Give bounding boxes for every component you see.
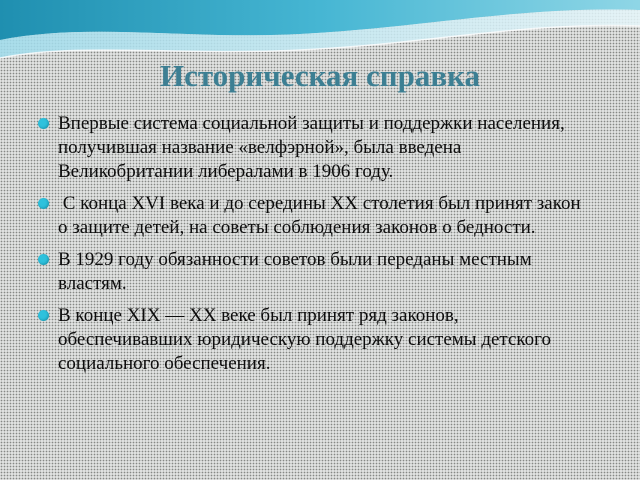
bullet-text: В конце XIX — XX веке был принят ряд законов, обеспечивавших юридическую поддержку системы детского социального обеспечения. xyxy=(58,305,551,374)
bullet-item xyxy=(34,304,590,376)
bullet-text: Впервые система социальной защиты и поддержки населения, получившая название «велфэрной», была введена Великобритании либералами в 1906 году. xyxy=(58,113,565,182)
bullet-text: С конца XVI века и до середины XX столетия был принят закон о защите детей, на советы соблюдения законов о бедности. xyxy=(58,193,586,238)
bullet-text: В 1929 году обязанности советов были переданы местным властям. xyxy=(58,249,532,294)
bullet-list xyxy=(34,112,590,384)
slide-title: Историческая справка xyxy=(159,58,481,93)
bullet-dot-icon xyxy=(38,310,49,321)
bullet-item xyxy=(34,248,590,296)
bullet-item xyxy=(34,192,590,240)
bullet-item xyxy=(34,112,590,184)
bullet-dot-icon xyxy=(38,254,49,265)
bullet-dot-icon xyxy=(38,198,49,209)
bullet-dot-icon xyxy=(38,118,49,129)
